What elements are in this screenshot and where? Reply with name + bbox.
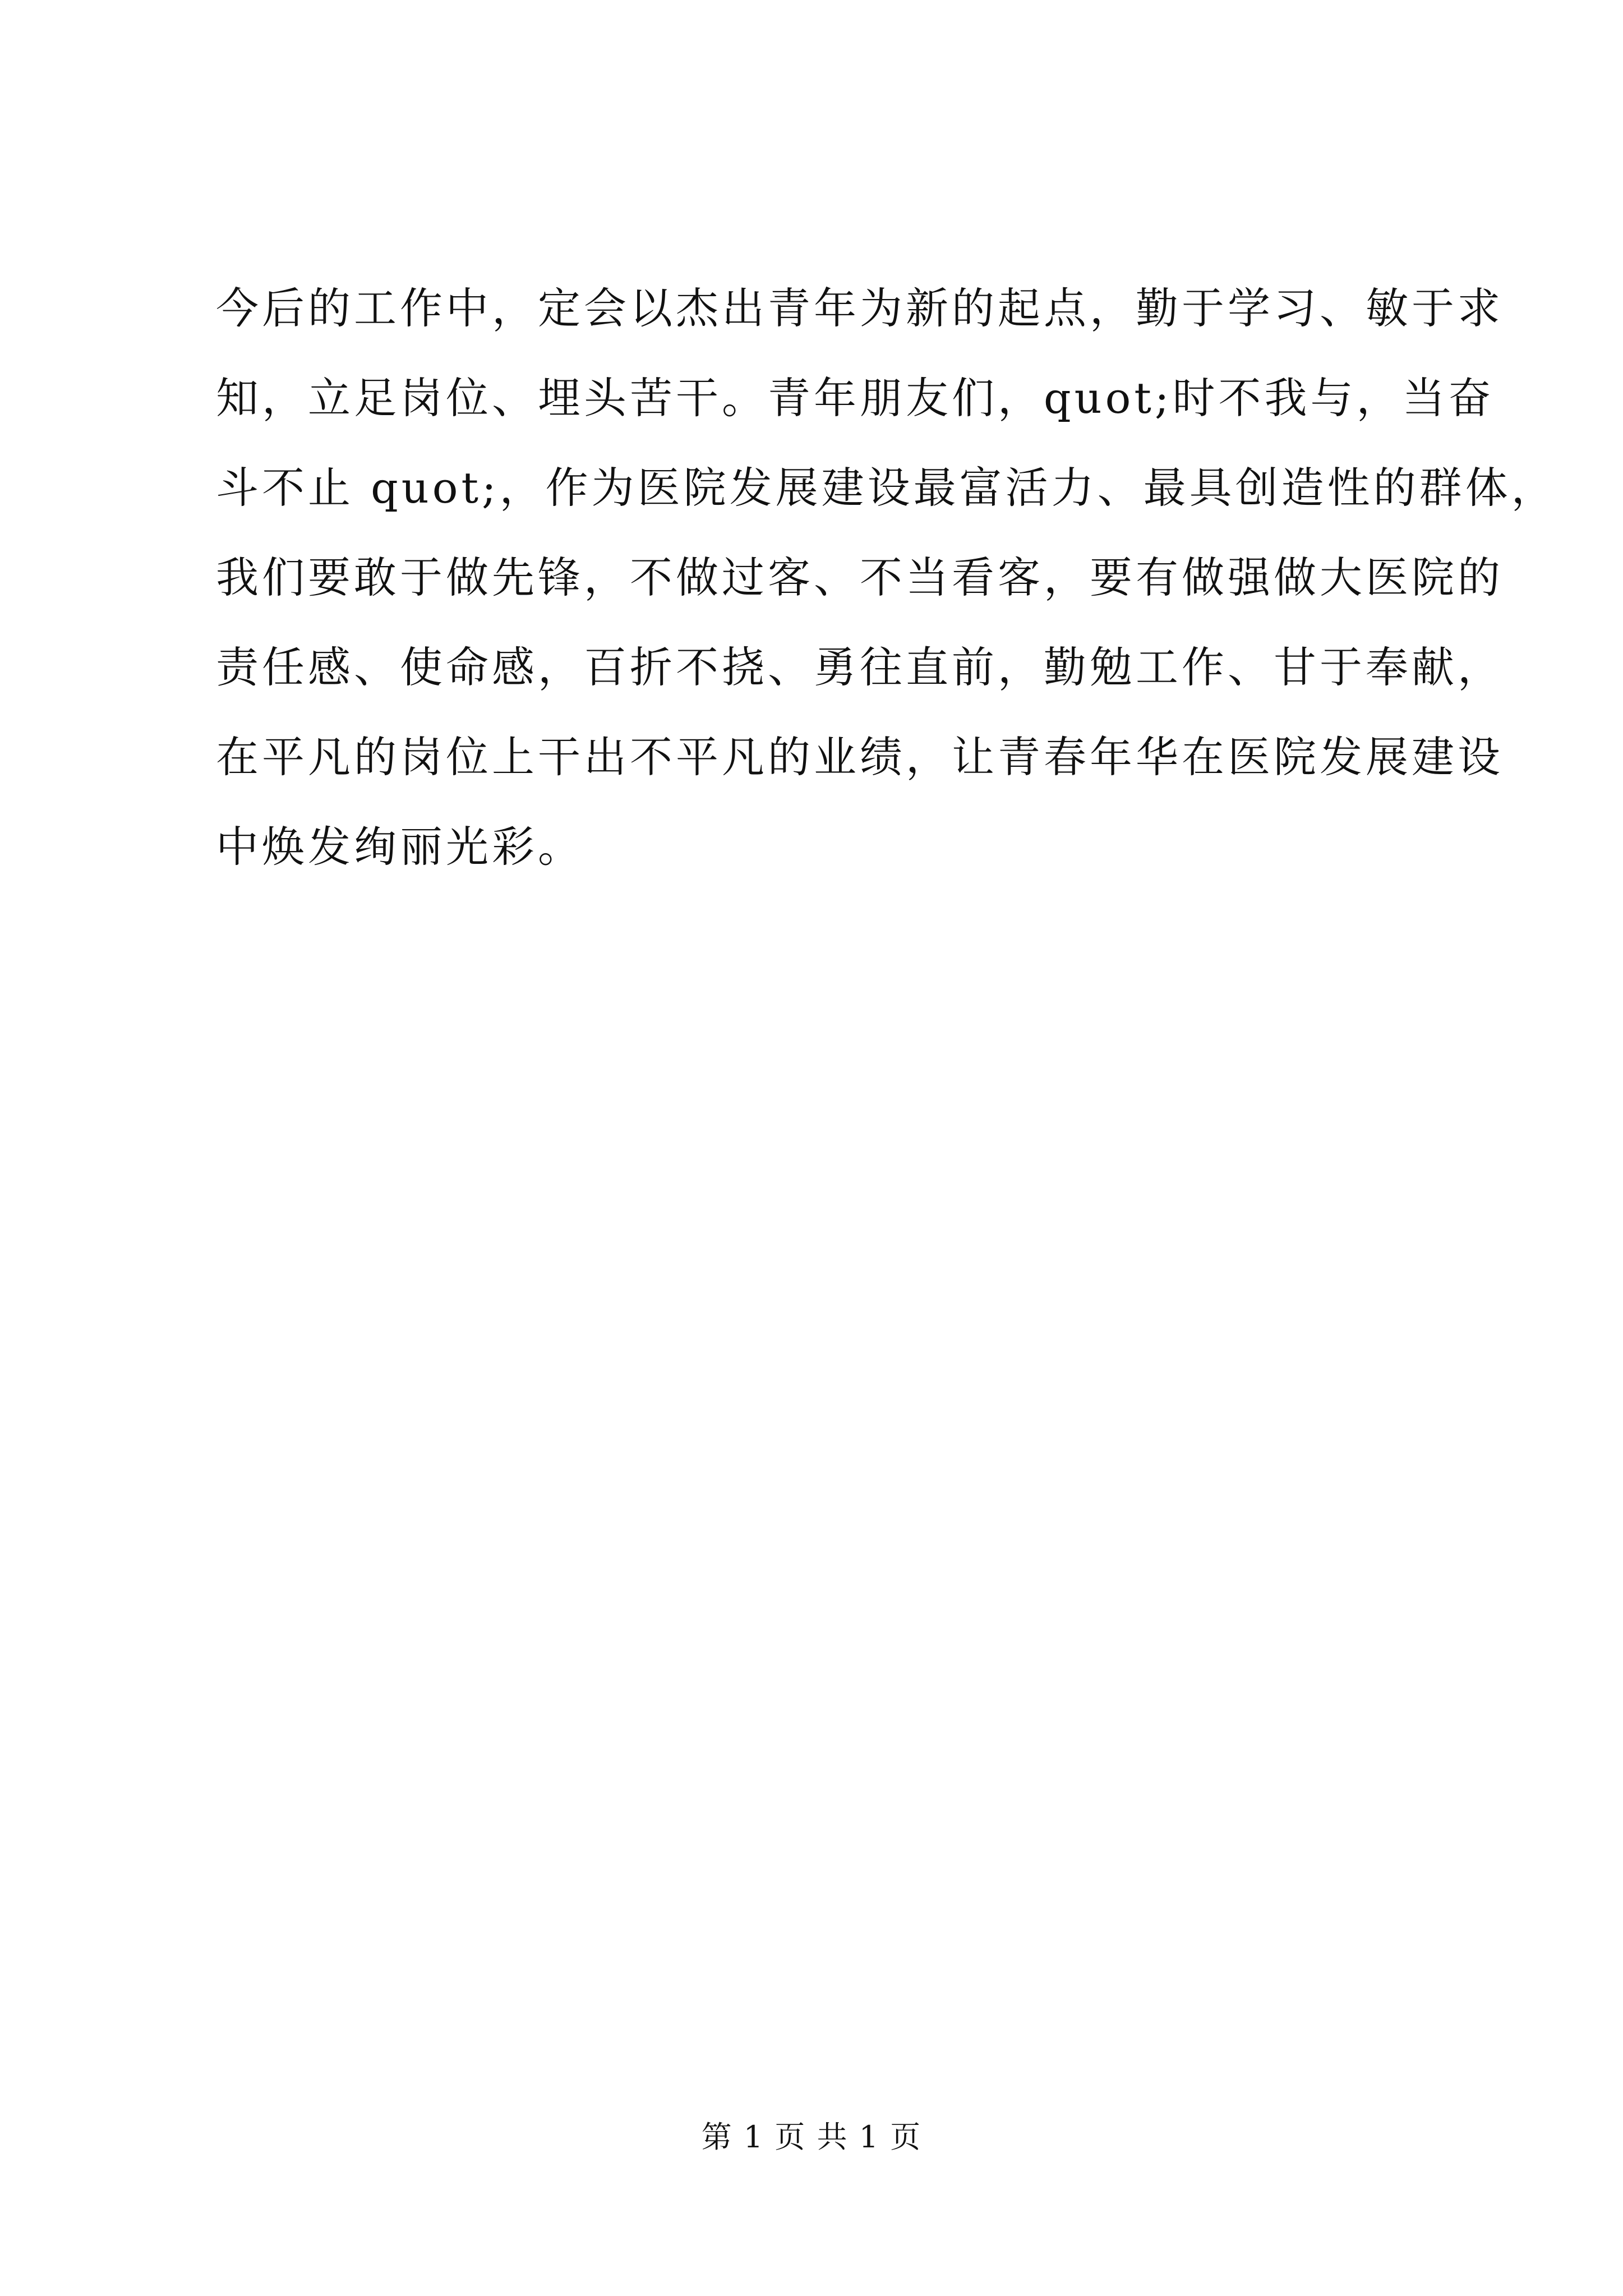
paragraph-line: 责任感、使命感，百折不挠、勇往直前，勤勉工作、甘于奉献， xyxy=(216,642,1504,692)
paragraph-line: 知，立足岗位、埋头苦干。青年朋友们，quot;时不我与，当奋 xyxy=(216,373,1495,423)
paragraph-line: 今后的工作中，定会以杰出青年为新的起点，勤于学习、敏于求 xyxy=(216,283,1504,333)
paragraph-line: 我们要敢于做先锋，不做过客、不当看客，要有做强做大医院的 xyxy=(216,553,1504,602)
paragraph-line: 斗不止 quot;，作为医院发展建设最富活力、最具创造性的群体， xyxy=(216,463,1557,513)
page-footer: 第 1 页 共 1 页 xyxy=(701,2119,922,2155)
body-paragraph xyxy=(216,264,1557,892)
paragraph-line: 中焕发绚丽光彩。 xyxy=(216,822,584,872)
paragraph-line: 在平凡的岗位上干出不平凡的业绩，让青春年华在医院发展建设 xyxy=(216,732,1504,782)
